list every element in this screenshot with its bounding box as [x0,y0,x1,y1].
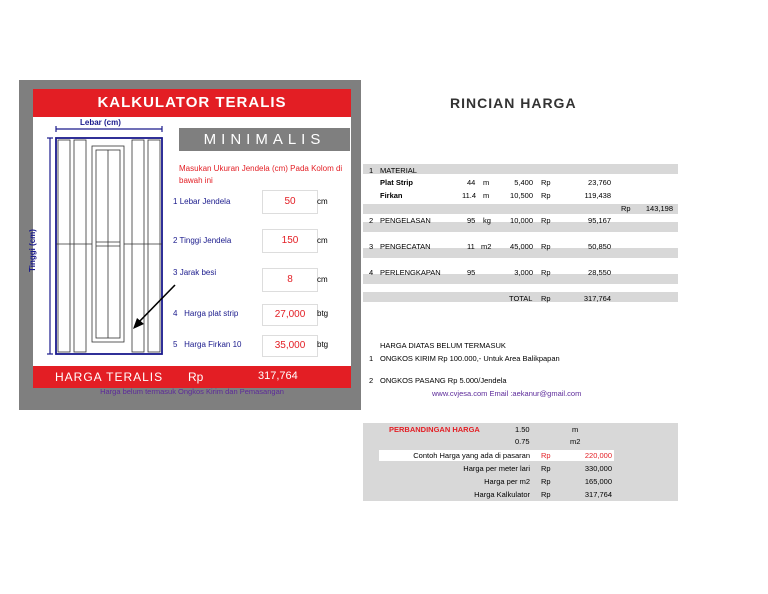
item-currency: Rp [541,242,551,251]
total-label: TOTAL [509,294,533,303]
comparison-row-value: 220,000 [584,451,612,460]
height-unit: cm [317,236,328,245]
comparison-row-label: Contoh Harga yang ada di pasaran [413,451,530,460]
dim1-unit: m [572,425,579,434]
width-axis-label: Lebar (cm) [80,118,121,127]
table-row-name: Plat Strip [380,178,413,187]
spacing-unit: cm [317,275,328,284]
table-row-currency: Rp [541,191,551,200]
comparison-row-value: 330,000 [584,464,612,473]
plat-strip-price-input[interactable]: 27,000 [262,304,318,326]
comparison-row-label: Harga Kalkulator [474,490,530,499]
result-currency: Rp [188,370,204,384]
subtotal-currency: Rp [621,204,631,213]
note-text: ONGKOS KIRIM Rp 100.000,- Untuk Area Balikpapan [380,354,560,363]
item-currency: Rp [541,268,551,277]
firkan-unit: btg [317,340,329,349]
height-axis-label: Tinggi (cm) [28,229,37,272]
material-subtotal: 143,198 [645,204,673,213]
comparison-row-value: 317,764 [584,490,612,499]
result-label: HARGA TERALIS [55,370,164,384]
notes-heading: HARGA DIATAS BELUM TERMASUK [380,341,506,350]
input-label-jarak: 3 Jarak besi [173,268,217,277]
height-input[interactable]: 150 [262,229,318,253]
table-row-currency: Rp [541,178,551,187]
item-qty: 95 [467,268,476,277]
spacing-input[interactable]: 8 [262,268,318,292]
table-row-price: 5,400 [514,178,533,187]
item-price: 10,000 [510,216,533,225]
comparison-row-currency: Rp [541,477,551,486]
table-row-qty: 44 [467,178,476,187]
table-row-total: 119,438 [584,191,611,200]
note-text: ONGKOS PASANG Rp 5.000/Jendela [380,376,507,385]
input-label-plat-strip: 4 Harga plat strip [173,309,239,318]
item-qty: 11 [467,242,475,251]
grand-total: 317,764 [583,294,611,303]
input-instruction: Masukan Ukuran Jendela (cm) Pada Kolom di bawah ini [179,164,343,185]
plat-strip-unit: btg [317,309,329,318]
dim1-value: 1.50 [515,425,530,434]
input-label-firkan: 5 Harga Firkan 10 [173,340,242,349]
material-label: MATERIAL [380,166,417,175]
item-price: 45,000 [510,242,533,251]
dim2-value: 0.75 [515,437,530,446]
total-currency: Rp [541,294,551,303]
firkan-price-input[interactable]: 35,000 [262,335,318,357]
table-row-qty: 11.4 [462,191,477,200]
item-label: PENGECATAN [380,242,431,251]
note-num: 2 [369,376,374,385]
breakdown-table [363,164,678,310]
item-qty: 95 [467,216,476,225]
style-label: MINIMALIS [179,128,350,151]
material-num: 1 [369,166,374,175]
item-total: 28,550 [588,268,611,277]
pointer-arrow-icon [130,283,180,333]
input-label-lebar: 1 Lebar Jendela [173,197,231,206]
width-input[interactable]: 50 [262,190,318,214]
item-num: 2 [369,216,374,225]
table-row-unit: m [483,178,490,187]
comparison-row-currency: Rp [541,464,551,473]
note-num: 1 [369,354,374,363]
item-unit: m2 [481,242,492,251]
item-total: 50,850 [588,242,611,251]
item-price: 3,000 [514,268,533,277]
comparison-row-currency: Rp [541,490,551,499]
dim2-unit: m2 [570,437,581,446]
input-label-tinggi: 2 Tinggi Jendela [173,236,232,245]
calculator-title: KALKULATOR TERALIS [33,89,351,117]
table-row-price: 10,500 [510,191,533,200]
breakdown-title: RINCIAN HARGA [450,95,577,111]
result-value: 317,764 [258,370,298,382]
table-row-unit: m [483,191,490,200]
comparison-heading: PERBANDINGAN HARGA [389,425,480,434]
comparison-row-label: Harga per m2 [484,477,530,486]
calculator-footnote: Harga belum termasuk Ongkos Kirim dan Pemasangan [100,387,284,396]
comparison-row-currency: Rp [541,451,551,460]
item-currency: Rp [541,216,551,225]
table-row-total: 23,760 [588,178,611,187]
table-row-name: Firkan [380,191,403,200]
comparison-row-label: Harga per meter lari [463,464,530,473]
item-unit: kg [483,216,491,225]
contact-link[interactable]: www.cvjesa.com Email :aekanur@gmail.com [432,389,582,398]
item-total: 95,167 [588,216,611,225]
comparison-row-value: 165,000 [584,477,612,486]
item-label: PERLENGKAPAN [380,268,441,277]
item-num: 3 [369,242,374,251]
item-num: 4 [369,268,374,277]
item-label: PENGELASAN [380,216,431,225]
width-unit: cm [317,197,328,206]
